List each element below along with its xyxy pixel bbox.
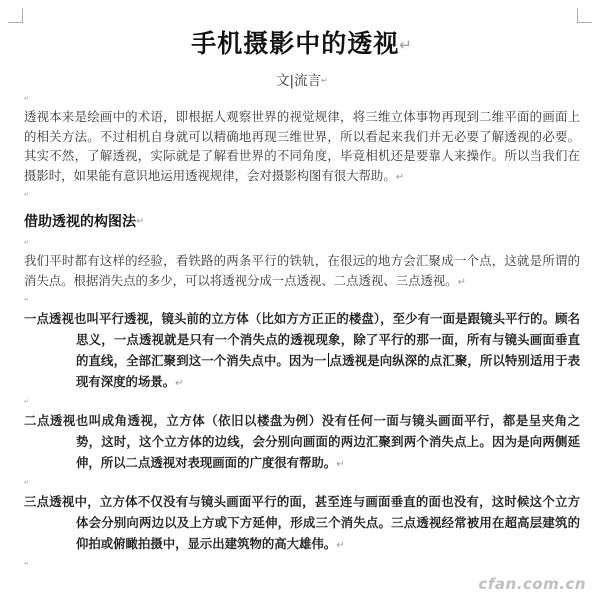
- paragraph-mark-icon: ↵: [321, 75, 328, 85]
- author-line: 文|流言↵: [276, 73, 328, 89]
- document-title: 手机摄影中的透视↵: [191, 29, 413, 58]
- empty-paragraph: [24, 91, 580, 107]
- empty-paragraph: [24, 556, 580, 572]
- document-page[interactable]: [24, 0, 580, 572]
- section-heading: 借助透视的构图法↵: [24, 214, 145, 230]
- three-point-perspective-paragraph: 三点透视中，立方体不仅没有与镜头画面平行的面，甚至连与画面垂直的面也没有，这时候这个立方体会分别向两边以及上方或下方延伸，形成三个消失点。三点透视经常被用在超高层建筑的仰拍或俯瞰拍摄中，显示出建筑物的高大雄伟。↵: [24, 494, 580, 551]
- empty-paragraph: [24, 394, 580, 410]
- empty-paragraph: [24, 292, 580, 308]
- paragraph-mark-icon: ↵: [175, 378, 184, 389]
- paragraph-mark-icon: ↵: [395, 171, 405, 183]
- site-watermark: cfan.com.cn: [478, 575, 586, 593]
- section-intro-paragraph: 我们平时都有这样的经验，看铁路的两条平行的铁轨，在很远的地方会汇聚成一个点，这就是所谓的消失点。根据消失点的多少，可以将透视分成一点透视、二点透视、三点透视。↵: [24, 253, 580, 288]
- paragraph-mark-icon: ↵: [24, 191, 30, 198]
- paragraph-mark-icon: ↵: [24, 560, 30, 567]
- paragraph-mark-icon: ↵: [136, 216, 145, 227]
- intro-paragraph: 透视本来是绘画中的术语，即根据人观察世界的视觉规律，将三维立体事物再现到二维平面的画面上的相关方法。不过相机自身就可以精确地再现三维世界，所以看起来我们并无必要了解透视的必要。其实不然，了解透视，实际就是了解看世界的不同角度，毕竟相机还是要靠人来操作。所以当我们在摄影时，如果能有意识地运用透视规律，会对摄影构图有很大帮助。↵: [24, 109, 580, 183]
- empty-paragraph: [24, 475, 580, 491]
- paragraph-mark-icon: ↵: [457, 276, 466, 288]
- empty-paragraph: [24, 235, 580, 251]
- paragraph-mark-icon: ↵: [24, 479, 30, 486]
- empty-paragraph: [24, 187, 580, 203]
- paragraph-mark-icon: ↵: [336, 540, 345, 551]
- paragraph-mark-icon: ↵: [24, 398, 30, 405]
- one-point-perspective-paragraph: 一点透视也叫平行透视，镜头前的立方体（比如方方正正的楼盘），至少有一面是跟镜头平行的。顾名思义，一点透视就是只有一个消失点的透视现象，除了平行的那一面，所有与镜头画面垂直的直线，全部汇聚到这一个消失点中。因为一 点透视是向纵深的点汇聚，所以特别适用于表现有深度的场景。↵: [24, 311, 580, 389]
- paragraph-mark-icon: ↵: [399, 36, 413, 54]
- page-corner-mark-left: [8, 8, 23, 23]
- paragraph-mark-icon: ↵: [24, 296, 30, 303]
- paragraph-mark-icon: ↵: [24, 95, 30, 102]
- paragraph-mark-icon: ↵: [24, 239, 30, 246]
- two-point-perspective-paragraph: 二点透视也叫成角透视，立方体（依旧以楼盘为例）没有任何一面与镜头画面平行，都是呈夹角之势，这时，这个立方体的边线，会分别向画面的两边汇聚到两个消失点上。因为是向两侧延伸，所以二点透视对表现画面的广度很有帮助。↵: [24, 413, 580, 470]
- text-cursor: [328, 353, 329, 367]
- paragraph-mark-icon: ↵: [336, 459, 345, 470]
